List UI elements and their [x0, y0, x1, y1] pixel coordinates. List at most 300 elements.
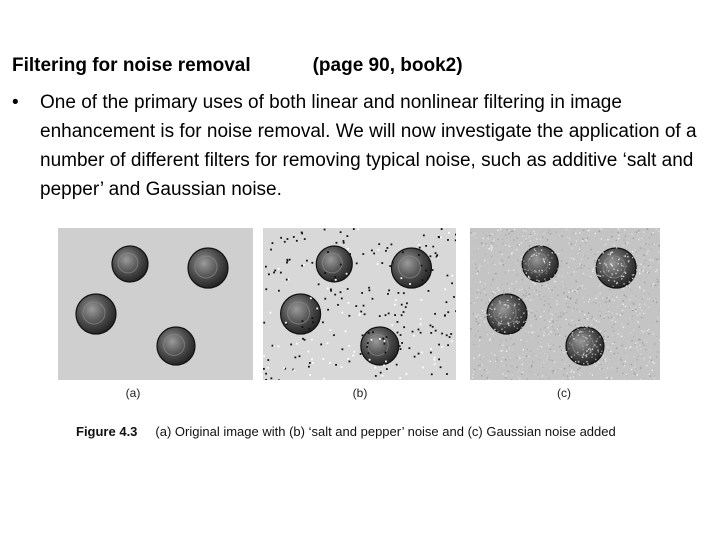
noise-grain — [474, 335, 475, 336]
noise-grain — [492, 234, 493, 235]
noise-dot — [301, 265, 303, 267]
noise-dot — [309, 362, 311, 364]
noise-grain — [617, 238, 618, 239]
noise-grain — [493, 238, 494, 239]
noise-grain — [643, 378, 644, 379]
noise-grain — [595, 365, 596, 366]
noise-grain — [519, 358, 520, 359]
noise-dot — [302, 326, 304, 328]
noise-dot — [368, 352, 370, 354]
noise-grain — [658, 368, 659, 369]
noise-grain — [572, 247, 573, 248]
noise-grain — [612, 274, 613, 275]
noise-grain — [640, 355, 641, 356]
noise-grain — [505, 272, 506, 273]
noise-grain — [487, 377, 488, 378]
noise-grain — [657, 279, 658, 280]
noise-dot — [399, 377, 401, 379]
noise-grain — [546, 374, 547, 375]
noise-grain — [481, 375, 482, 376]
noise-grain — [563, 313, 564, 314]
noise-grain — [569, 238, 570, 239]
noise-grain — [543, 258, 544, 259]
noise-dot — [289, 259, 291, 261]
noise-grain — [613, 269, 614, 270]
noise-grain — [549, 359, 550, 360]
noise-grain — [640, 348, 641, 349]
noise-grain — [602, 373, 603, 374]
noise-grain — [572, 317, 573, 318]
noise-grain — [472, 292, 473, 293]
noise-grain — [658, 317, 659, 318]
noise-grain — [574, 290, 575, 291]
noise-grain — [603, 356, 604, 357]
noise-grain — [568, 291, 569, 292]
noise-grain — [486, 235, 487, 236]
noise-grain — [623, 300, 624, 301]
noise-grain — [504, 282, 505, 283]
noise-grain — [491, 258, 492, 259]
noise-grain — [479, 339, 480, 340]
noise-dot — [353, 228, 355, 230]
noise-grain — [567, 272, 568, 273]
noise-grain — [489, 340, 490, 341]
noise-dot — [302, 338, 304, 340]
noise-grain — [508, 305, 509, 306]
noise-grain — [588, 349, 589, 350]
noise-dot — [387, 293, 389, 295]
noise-grain — [631, 340, 632, 341]
noise-dot — [267, 359, 269, 361]
noise-grain — [573, 259, 574, 260]
noise-grain — [625, 296, 626, 297]
noise-grain — [560, 308, 561, 309]
noise-grain — [633, 238, 634, 239]
noise-grain — [641, 269, 642, 270]
noise-grain — [552, 355, 553, 356]
noise-grain — [509, 325, 510, 326]
noise-grain — [536, 238, 537, 239]
noise-grain — [601, 351, 602, 352]
noise-grain — [514, 229, 515, 230]
noise-grain — [553, 344, 554, 345]
noise-dot — [432, 269, 434, 271]
noise-dot — [343, 240, 345, 242]
noise-grain — [521, 289, 522, 290]
noise-grain — [579, 287, 580, 288]
noise-grain — [529, 371, 530, 372]
noise-grain — [579, 374, 580, 375]
noise-dot — [280, 272, 282, 274]
noise-grain — [546, 270, 547, 271]
noise-dot — [400, 348, 402, 350]
noise-dot — [353, 351, 355, 353]
noise-grain — [472, 232, 473, 233]
noise-grain — [581, 331, 582, 332]
noise-dot — [421, 265, 423, 267]
noise-grain — [536, 252, 537, 253]
noise-grain — [536, 257, 537, 258]
noise-grain — [613, 324, 614, 325]
noise-grain — [560, 316, 561, 317]
noise-grain — [586, 327, 587, 328]
noise-grain — [493, 291, 494, 292]
noise-grain — [530, 300, 531, 301]
noise-grain — [570, 325, 571, 326]
noise-grain — [497, 331, 498, 332]
noise-grain — [616, 247, 617, 248]
noise-grain — [596, 298, 597, 299]
noise-grain — [539, 346, 540, 347]
noise-grain — [628, 323, 629, 324]
noise-dot — [418, 353, 420, 355]
noise-dot — [448, 232, 450, 234]
noise-grain — [552, 372, 553, 373]
noise-dot — [318, 283, 320, 285]
noise-dot — [336, 242, 338, 244]
noise-grain — [543, 311, 544, 312]
noise-grain — [567, 323, 568, 324]
noise-grain — [526, 341, 527, 342]
noise-dot — [343, 242, 345, 244]
noise-grain — [548, 230, 549, 231]
noise-grain — [602, 275, 603, 276]
noise-grain — [491, 309, 492, 310]
noise-grain — [532, 361, 533, 362]
noise-grain — [476, 267, 477, 268]
noise-grain — [597, 350, 598, 351]
noise-grain — [527, 319, 528, 320]
noise-grain — [579, 245, 580, 246]
noise-grain — [473, 234, 474, 235]
noise-dot — [346, 235, 348, 237]
noise-grain — [592, 374, 593, 375]
noise-grain — [545, 333, 546, 334]
noise-grain — [499, 302, 500, 303]
noise-grain — [561, 235, 562, 236]
noise-grain — [564, 363, 565, 364]
noise-grain — [578, 320, 579, 321]
noise-grain — [626, 374, 627, 375]
noise-grain — [475, 244, 476, 245]
noise-dot — [347, 358, 349, 360]
noise-dot — [421, 352, 423, 354]
noise-grain — [594, 363, 595, 364]
noise-grain — [605, 351, 606, 352]
noise-dot — [283, 367, 285, 369]
noise-grain — [554, 362, 555, 363]
noise-grain — [579, 311, 580, 312]
coin — [157, 327, 195, 365]
noise-grain — [475, 298, 476, 299]
noise-grain — [487, 283, 488, 284]
noise-grain — [552, 289, 553, 290]
noise-grain — [488, 301, 489, 302]
noise-grain — [655, 271, 656, 272]
noise-grain — [566, 360, 567, 361]
noise-grain — [495, 361, 496, 362]
noise-grain — [516, 357, 517, 358]
noise-grain — [478, 353, 479, 354]
noise-grain — [576, 281, 577, 282]
noise-grain — [602, 244, 603, 245]
noise-grain — [544, 262, 545, 263]
noise-grain — [641, 317, 642, 318]
noise-grain — [489, 300, 490, 301]
noise-grain — [617, 316, 618, 317]
noise-dot — [447, 344, 449, 346]
noise-grain — [526, 309, 527, 310]
noise-grain — [527, 249, 528, 250]
noise-dot — [446, 301, 448, 303]
noise-grain — [567, 379, 568, 380]
noise-grain — [588, 301, 589, 302]
noise-dot — [272, 242, 274, 244]
noise-grain — [507, 375, 508, 376]
noise-grain — [569, 307, 570, 308]
noise-grain — [535, 342, 536, 343]
noise-dot — [438, 344, 440, 346]
noise-grain — [623, 326, 624, 327]
noise-dot — [340, 264, 342, 266]
noise-grain — [631, 318, 632, 319]
noise-grain — [567, 306, 568, 307]
noise-grain — [595, 341, 596, 342]
noise-dot — [270, 249, 272, 251]
noise-grain — [507, 322, 508, 323]
noise-grain — [613, 245, 614, 246]
noise-grain — [518, 309, 519, 310]
noise-grain — [499, 289, 500, 290]
noise-grain — [626, 248, 627, 249]
noise-grain — [531, 366, 532, 367]
noise-grain — [611, 317, 612, 318]
noise-grain — [589, 373, 590, 374]
noise-grain — [535, 319, 536, 320]
caption-text: (a) Original image with (b) ‘salt and pepper’ noise and (c) Gaussian noise added — [155, 424, 616, 439]
noise-grain — [526, 280, 527, 281]
noise-grain — [637, 315, 638, 316]
noise-dot — [389, 265, 391, 267]
noise-grain — [550, 307, 551, 308]
noise-grain — [548, 244, 549, 245]
noise-grain — [509, 236, 510, 237]
noise-dot — [412, 331, 414, 333]
noise-grain — [526, 298, 527, 299]
noise-grain — [656, 285, 657, 286]
noise-grain — [534, 233, 535, 234]
noise-grain — [479, 364, 480, 365]
noise-grain — [639, 339, 640, 340]
noise-grain — [649, 267, 650, 268]
noise-grain — [649, 237, 650, 238]
noise-grain — [606, 267, 607, 268]
noise-grain — [474, 374, 475, 375]
noise-dot — [263, 322, 265, 324]
noise-dot — [384, 352, 386, 354]
noise-grain — [476, 319, 477, 320]
noise-grain — [623, 265, 624, 266]
noise-dot — [403, 326, 405, 328]
noise-grain — [659, 310, 660, 311]
noise-grain — [652, 260, 653, 261]
noise-grain — [637, 265, 638, 266]
noise-dot — [409, 347, 411, 349]
noise-grain — [648, 361, 649, 362]
noise-grain — [562, 285, 563, 286]
noise-grain — [529, 345, 530, 346]
noise-dot — [333, 334, 335, 336]
noise-grain — [627, 231, 628, 232]
noise-grain — [575, 325, 576, 326]
noise-grain — [603, 252, 604, 253]
noise-grain — [516, 281, 517, 282]
noise-dot — [380, 372, 382, 374]
noise-grain — [479, 359, 480, 360]
noise-grain — [628, 238, 629, 239]
noise-dot — [381, 375, 383, 377]
noise-grain — [561, 260, 562, 261]
noise-grain — [525, 238, 526, 239]
noise-grain — [502, 239, 503, 240]
noise-grain — [616, 348, 617, 349]
noise-grain — [546, 331, 547, 332]
noise-grain — [488, 379, 489, 380]
noise-grain — [573, 271, 574, 272]
noise-grain — [549, 354, 550, 355]
noise-grain — [560, 314, 561, 315]
noise-grain — [498, 324, 499, 325]
noise-grain — [480, 318, 481, 319]
noise-grain — [497, 238, 498, 239]
noise-grain — [599, 275, 600, 276]
noise-grain — [604, 341, 605, 342]
noise-grain — [547, 232, 548, 233]
noise-grain — [605, 361, 606, 362]
noise-grain — [583, 230, 584, 231]
noise-dot — [422, 279, 424, 281]
noise-grain — [520, 283, 521, 284]
noise-grain — [633, 333, 634, 334]
noise-grain — [568, 238, 569, 239]
noise-dot — [444, 315, 446, 317]
noise-grain — [516, 251, 517, 252]
noise-grain — [478, 330, 479, 331]
noise-grain — [536, 289, 537, 290]
noise-grain — [578, 268, 579, 269]
noise-grain — [658, 245, 659, 246]
noise-grain — [594, 254, 595, 255]
noise-grain — [641, 330, 642, 331]
noise-grain — [624, 272, 625, 273]
noise-grain — [522, 356, 523, 357]
noise-grain — [504, 327, 505, 328]
noise-grain — [517, 323, 518, 324]
noise-grain — [583, 354, 584, 355]
noise-grain — [473, 357, 474, 358]
noise-grain — [650, 340, 651, 341]
noise-grain — [635, 342, 636, 343]
noise-grain — [611, 326, 612, 327]
noise-grain — [582, 325, 583, 326]
noise-grain — [629, 318, 630, 319]
noise-grain — [615, 321, 616, 322]
noise-grain — [626, 266, 627, 267]
noise-grain — [537, 349, 538, 350]
noise-grain — [483, 232, 484, 233]
noise-grain — [594, 293, 595, 294]
noise-grain — [511, 365, 512, 366]
noise-dot — [418, 244, 420, 246]
noise-grain — [576, 324, 577, 325]
noise-grain — [546, 299, 547, 300]
noise-grain — [589, 331, 590, 332]
noise-dot — [324, 229, 326, 231]
noise-grain — [548, 254, 549, 255]
noise-grain — [508, 233, 509, 234]
noise-grain — [606, 377, 607, 378]
noise-grain — [650, 322, 651, 323]
noise-grain — [630, 289, 631, 290]
noise-dot — [418, 254, 420, 256]
noise-grain — [645, 261, 646, 262]
noise-grain — [568, 267, 569, 268]
noise-grain — [562, 301, 563, 302]
noise-grain — [486, 373, 487, 374]
coin — [522, 246, 558, 282]
noise-grain — [508, 270, 509, 271]
noise-grain — [583, 363, 584, 364]
noise-grain — [537, 235, 538, 236]
noise-grain — [603, 318, 604, 319]
noise-dot — [303, 264, 305, 266]
noise-grain — [579, 232, 580, 233]
noise-dot — [449, 336, 451, 338]
noise-grain — [638, 232, 639, 233]
noise-grain — [499, 300, 500, 301]
noise-grain — [629, 281, 630, 282]
noise-grain — [601, 238, 602, 239]
noise-dot — [340, 291, 342, 293]
noise-dot — [302, 320, 304, 322]
noise-grain — [555, 252, 556, 253]
noise-dot — [455, 310, 456, 312]
noise-grain — [541, 270, 542, 271]
noise-grain — [517, 371, 518, 372]
noise-grain — [549, 264, 550, 265]
noise-grain — [648, 307, 649, 308]
noise-grain — [557, 268, 558, 269]
noise-grain — [632, 274, 633, 275]
noise-grain — [521, 360, 522, 361]
noise-grain — [620, 333, 621, 334]
noise-grain — [639, 277, 640, 278]
noise-grain — [595, 266, 596, 267]
title-main: Filtering for noise removal — [12, 55, 251, 76]
noise-grain — [630, 332, 631, 333]
noise-grain — [647, 272, 648, 273]
noise-grain — [618, 228, 619, 229]
noise-dot — [425, 270, 427, 272]
noise-grain — [566, 372, 567, 373]
noise-grain — [550, 331, 551, 332]
noise-grain — [538, 246, 539, 247]
noise-grain — [489, 235, 490, 236]
noise-grain — [483, 245, 484, 246]
noise-grain — [513, 364, 514, 365]
noise-grain — [589, 278, 590, 279]
noise-grain — [539, 291, 540, 292]
